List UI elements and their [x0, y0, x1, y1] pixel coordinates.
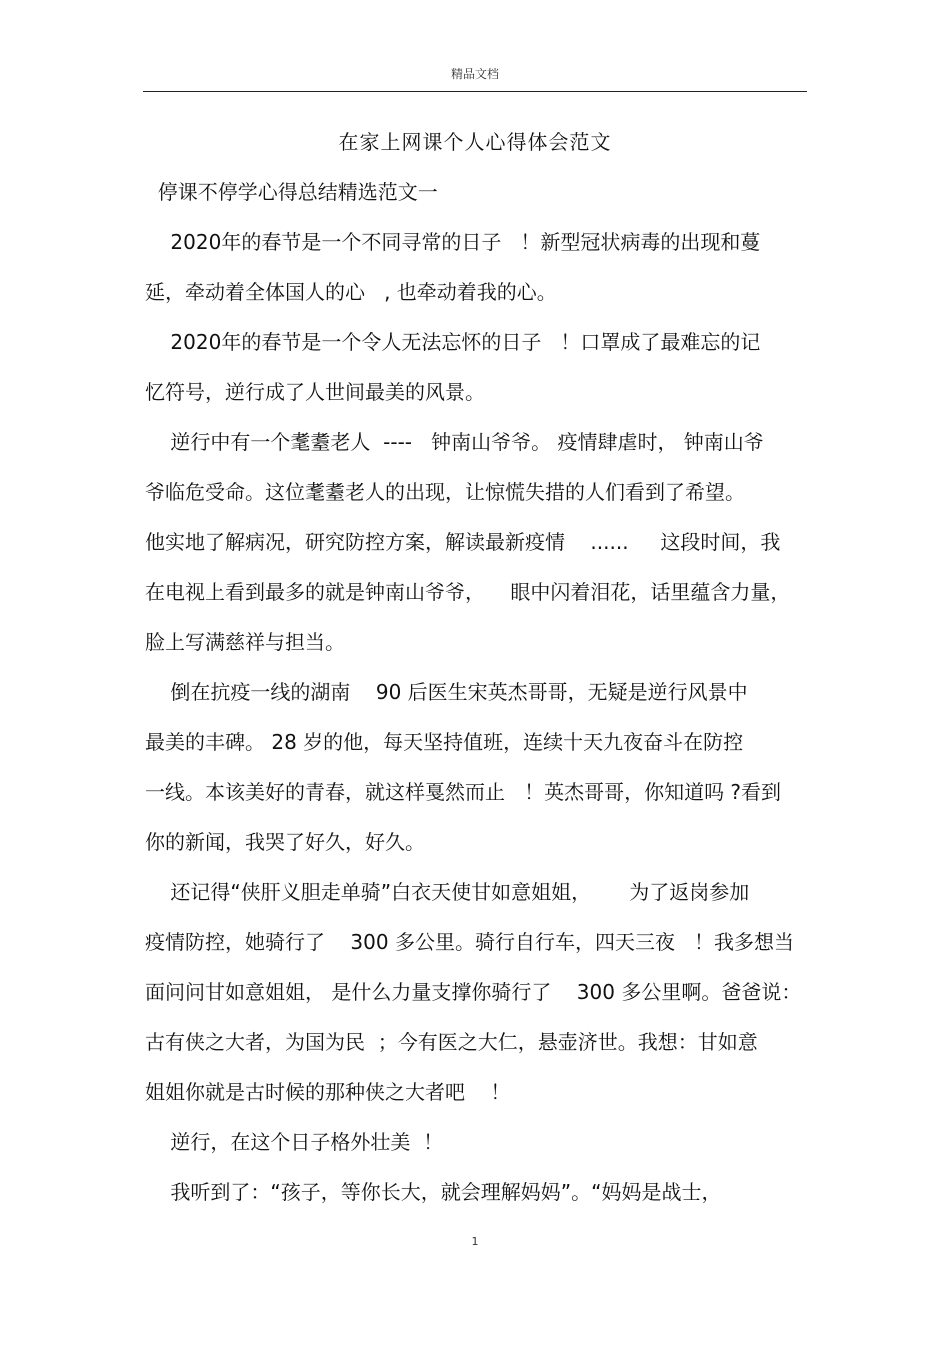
body-line: 忆符号，逆行成了人世间最美的风景。 [145, 380, 485, 404]
body-line: 姐姐你就是古时候的那种侠之大者吧 ！ [145, 1080, 511, 1104]
body-line: 倒在抗疫一线的湖南 90 后医生宋英杰哥哥，无疑是逆行风景中 [145, 680, 748, 704]
body-line: 一线。本该美好的青春，就这样戛然而止 ！英杰哥哥，你知道吗 ?看到 [145, 780, 782, 804]
page-number: 1 [471, 1235, 479, 1248]
body-line: 疫情防控，她骑行了 300 多公里。骑行自行车，四天三夜 ！我多想当 [145, 930, 795, 954]
document-title: 在家上网课个人心得体会范文 [338, 130, 612, 154]
body-line: 我听到了：“孩子，等你长大，就会理解妈妈”。“妈妈是战士， [145, 1180, 722, 1204]
body-line: 延，牵动着全体国人的心 , 也牵动着我的心。 [145, 280, 557, 304]
body-line: 你的新闻，我哭了好久，好久。 [145, 830, 425, 854]
body-line: 他实地了解病况，研究防控方案，解读最新疫情 ...... 这段时间，我 [145, 530, 781, 554]
body-line: 脸上写满慈祥与担当。 [145, 630, 345, 654]
body-line: 古有侠之大者，为国为民 ；今有医之大仁，悬壶济世。我想：甘如意 [145, 1030, 758, 1054]
page-header-label: 精品文档 [450, 67, 499, 81]
body-line: 2020年的春节是一个不同寻常的日子 ！新型冠状病毒的出现和蔓 [145, 230, 761, 254]
body-line: 逆行，在这个日子格外壮美 ！ [145, 1130, 444, 1154]
body-line: 2020年的春节是一个令人无法忘怀的日子 ！口罩成了最难忘的记 [145, 330, 761, 354]
header-divider [143, 91, 807, 92]
body-line: 停课不停学心得总结精选范文一 [145, 180, 438, 204]
body-line: 在电视上看到最多的就是钟南山爷爷， 眼中闪着泪花，话里蕴含力量， [145, 580, 791, 604]
body-line: 最美的丰碑。 28 岁的他，每天坚持值班，连续十天九夜奋斗在防控 [145, 730, 744, 754]
body-line: 爷临危受命。这位耄耋老人的出现，让惊慌失措的人们看到了希望。 [145, 480, 745, 504]
body-line: 面问问甘如意姐姐， 是什么力量支撑你骑行了 300 多公里啊。爸爸说： [145, 980, 802, 1004]
body-line: 还记得“侠肝义胆走单骑”白衣天使甘如意姐姐， 为了返岗参加 [145, 880, 750, 904]
body-line: 逆行中有一个耄耋老人 ---- 钟南山爷爷。 疫情肆虐时， 钟南山爷 [145, 430, 764, 454]
